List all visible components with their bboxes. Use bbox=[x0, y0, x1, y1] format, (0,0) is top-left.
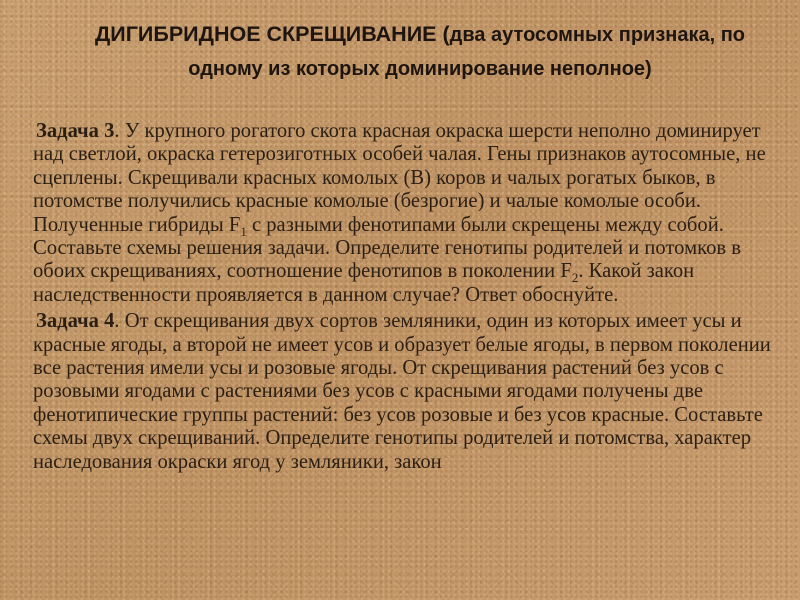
task-4-text: . От скрещивания двух сортов земляники, один из которых имеет усы и красные ягоды, а второй не имеет усов и образует белые ягоды, в первом поколении все растения имели усы и розовые ягоды. От скрещивания растений без усов с розовыми ягодами с растениями без усов с красными ягодами получены две фенотипические группы растений: без усов розовые и без усов красные. Составьте схемы двух скрещиваний. Определите генотипы родителей и потомства, характер наследования окраски ягод у земляники, закон bbox=[33, 310, 771, 473]
task-3-text-a: . У крупного рогатого скота красная окраска шерсти неполно доминирует над светлой, окраска гетерозиготных особей чалая. Гены признаков аутосомные, не сцеплены. Скрещивали красных комолых (В) коров и чалых рогатых быков, в потомстве получились красные комолые (безрогие) и чалые комолые особи. Полученные гибриды F bbox=[33, 120, 766, 236]
title-main: ДИГИБРИДНОЕ СКРЕЩИВАНИЕ ( bbox=[94, 22, 450, 46]
task-3-label: Задача 3 bbox=[36, 120, 115, 142]
title-rest: два аутосомных признака, по одному из которых доминирование неполное) bbox=[188, 24, 746, 80]
task-3-subscript-2: 2 bbox=[571, 270, 579, 286]
task-4-paragraph bbox=[33, 310, 773, 474]
slide-title bbox=[60, 18, 780, 86]
task-3-paragraph bbox=[33, 120, 773, 307]
task-3-text-b: с разными фенотипами были скрещены между собой. Составьте схемы решения задачи. Определите генотипы родителей и потомков в обоих скрещиваниях, соотношение фенотипов в поколении F bbox=[33, 213, 741, 283]
task-3-text-c: . Какой закон наследственности проявляется в данном случае? Ответ обоснуйте. bbox=[33, 260, 695, 306]
task-3-subscript-1: 1 bbox=[240, 223, 247, 239]
slide-body bbox=[33, 120, 773, 477]
task-4-label: Задача 4 bbox=[36, 310, 115, 333]
